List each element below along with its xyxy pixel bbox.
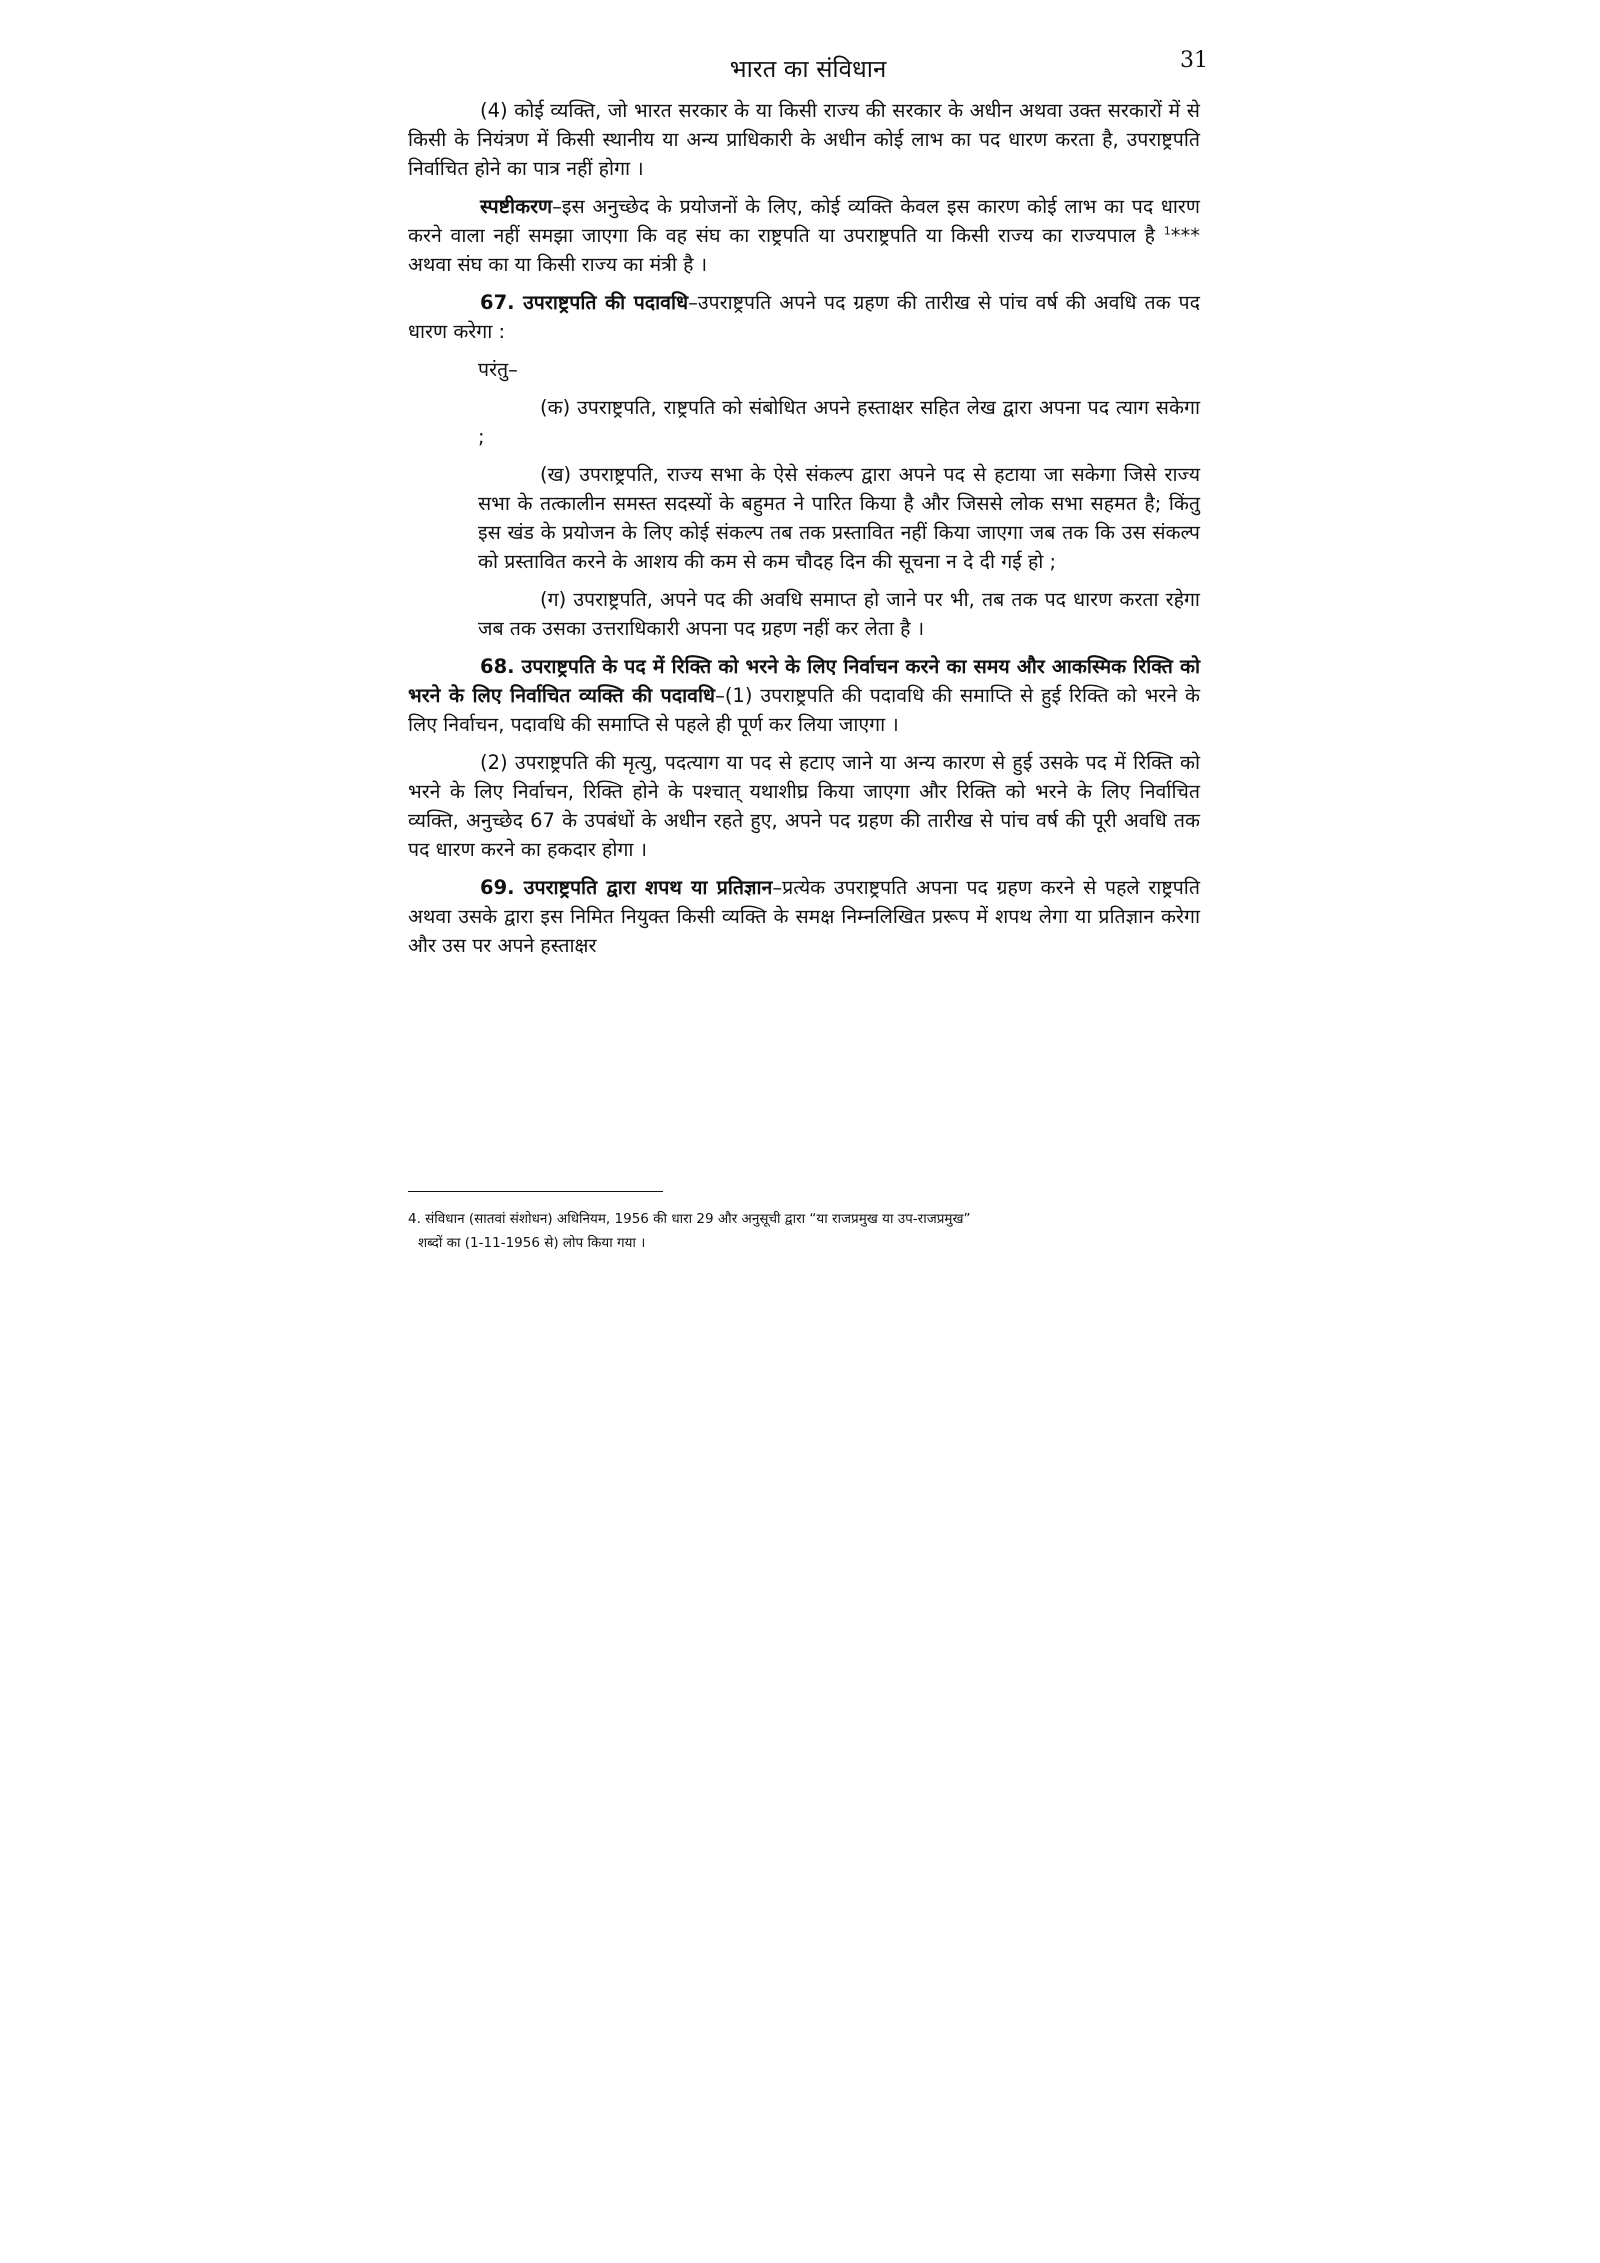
article-68-text-1: –(1) उपराष्ट्रपति की पदावधि की समाप्ति से हुई रिक्ति को भरने के लिए निर्वाचन, पदावधि की समाप्ति से पहले ही पूर्ण कर लिया जाएगा । [408, 684, 1200, 736]
article-67-clause-b: (ख) उपराष्ट्रपति, राज्य सभा के ऐसे संकल्प द्वारा अपने पद से हटाया जा सकेगा जिसे राज्य सभा के तत्कालीन समस्त सदस्यों के बहुमत ने पारित किया है और जिससे लोक सभा सहमत है; किंतु इस खंड के प्रयोजन के लिए कोई संकल्प तब तक प्रस्तावित नहीं किया जाएगा जब तक कि उस संकल्प को प्रस्तावित करने के आशय की कम से कम चौदह दिन की सूचना न दे दी गई हो ; [478, 463, 1200, 573]
footnote-divider [408, 1191, 663, 1192]
article-66-clause-4: (4) कोई व्यक्ति, जो भारत सरकार के या किसी राज्य की सरकार के अधीन अथवा उक्त सरकारों में से किसी के नियंत्रण में किसी स्थानीय या अन्य प्राधिकारी के अधीन कोई लाभ का पद धारण करता है, उपराष्ट्रपति निर्वाचित होने का पात्र नहीं होगा । [408, 99, 1200, 180]
proviso-heading: परंतु– [478, 358, 518, 381]
article-66-explanation [408, 192, 1200, 279]
footnote [408, 1207, 1200, 1255]
footnote-reference: 1 [1163, 224, 1171, 238]
article-69-heading: 69. उपराष्ट्रपति द्वारा शपथ या प्रतिज्ञान [480, 876, 773, 899]
document-body [408, 96, 1200, 969]
footnote-text-continued: शब्दों का (1-11-1956 से) लोप किया गया । [418, 1235, 646, 1251]
article-69 [408, 873, 1200, 960]
page-header [408, 48, 1208, 88]
article-67 [408, 288, 1200, 346]
article-67-heading: 67. उपराष्ट्रपति की पदावधि [480, 291, 689, 314]
footnote-text: संविधान (सातवां संशोधन) अधिनियम, 1956 की धारा 29 और अनुसूची द्वारा “या राजप्रमुख या उप-राजप्रमुख” [420, 1211, 971, 1227]
article-68-clause-1 [408, 652, 1200, 739]
article-68-heading: 68. उपराष्ट्रपति के पद में रिक्ति को भरने के लिए निर्वाचन करने का समय और आकस्मिक रिक्ति को भरने के लिए निर्वाचित व्यक्ति की पदावधि [408, 655, 1200, 707]
article-67-clause-a: (क) उपराष्ट्रपति, राष्ट्रपति को संबोधित अपने हस्ताक्षर सहित लेख द्वारा अपना पद त्याग सकेगा ; [478, 396, 1200, 448]
page-number: 31 [1180, 48, 1208, 73]
article-69-text: –प्रत्येक उपराष्ट्रपति अपना पद ग्रहण करने से पहले राष्ट्रपति अथवा उसके द्वारा इस निमित नियुक्त किसी व्यक्ति के समक्ष निम्नलिखित प्ररूप में शपथ लेगा या प्रतिज्ञान करेगा और उस पर अपने हस्ताक्षर [408, 876, 1200, 957]
article-67-clause-c: (ग) उपराष्ट्रपति, अपने पद की अवधि समाप्त हो जाने पर भी, तब तक पद धारण करता रहेगा जब तक उसका उत्तराधिकारी अपना पद ग्रहण नहीं कर लेता है । [478, 588, 1200, 640]
explanation-text: –इस अनुच्छेद के प्रयोजनों के लिए, कोई व्यक्ति केवल इस कारण कोई लाभ का पद धारण करने वाला नहीं समझा जाएगा कि वह संघ का राष्ट्रपति या उपराष्ट्रपति या किसी राज्य का राज्यपाल है [408, 195, 1200, 247]
article-68-clause-2: (2) उपराष्ट्रपति की मृत्यु, पदत्याग या पद से हटाए जाने या अन्य कारण से हुई उसके पद में रिक्ति को भरने के लिए निर्वाचन, रिक्ति होने के पश्चात् यथाशीघ्र किया जाएगा और रिक्ति को भरने के लिए निर्वाचित व्यक्ति, अनुच्छेद 67 के उपबंधों के अधीन रहते हुए, अपने पद ग्रहण की तारीख से पांच वर्ष की पूरी अवधि तक पद धारण करने का हकदार होगा । [408, 751, 1200, 861]
footnote-marker: 4. [408, 1211, 421, 1227]
article-67-text: –उपराष्ट्रपति अपने पद ग्रहण की तारीख से पांच वर्ष की अवधि तक पद धारण करेगा : [408, 291, 1200, 343]
explanation-text-continued: *** अथवा संघ का या किसी राज्य का मंत्री है । [408, 224, 1200, 276]
explanation-heading: स्पष्टीकरण [480, 195, 553, 218]
running-title: भारत का संविधान [729, 55, 887, 83]
